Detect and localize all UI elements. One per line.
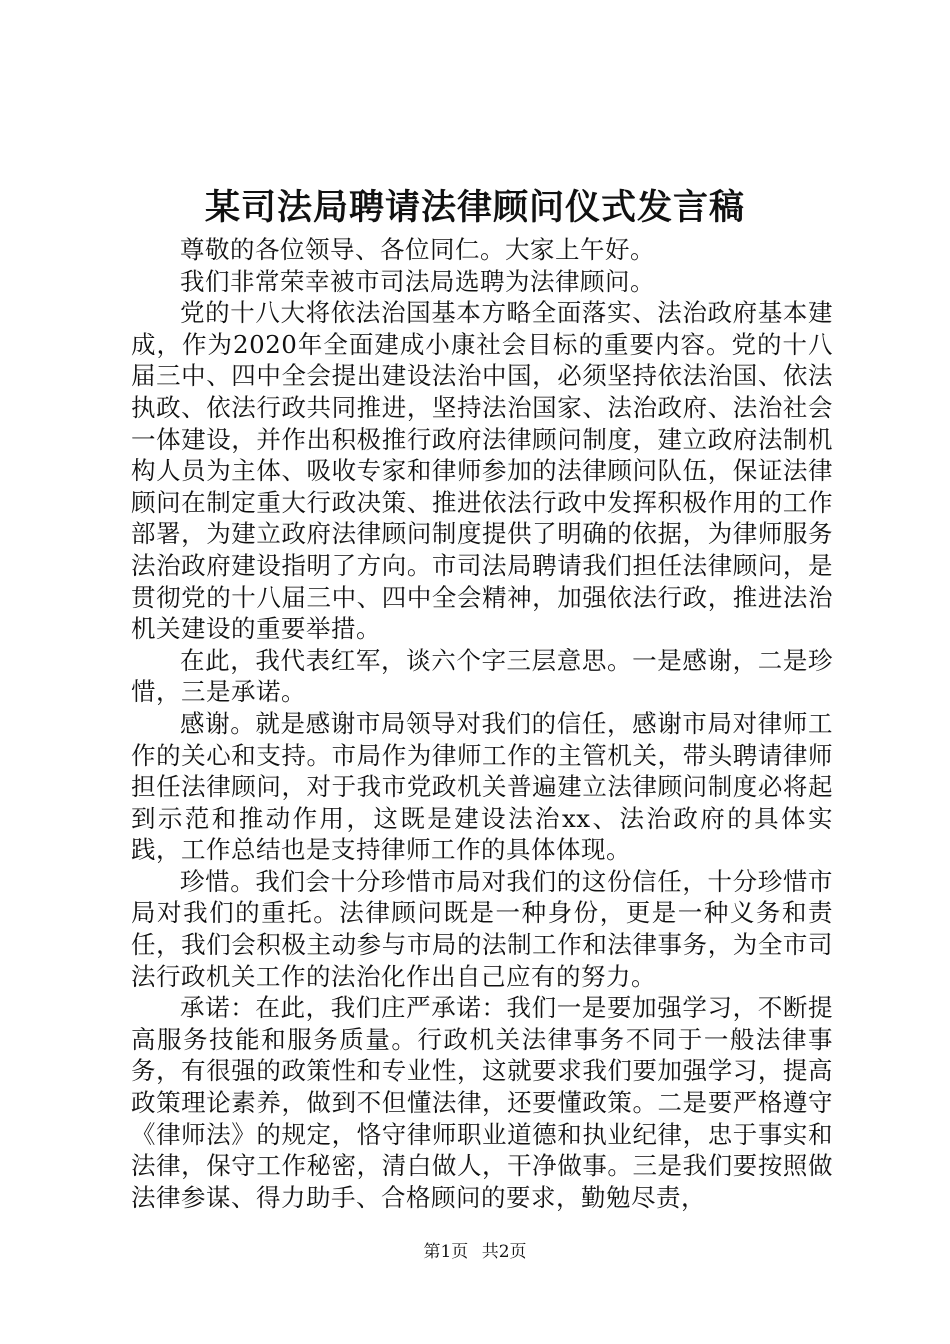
page-total: 共2页 bbox=[481, 1242, 527, 1262]
document-body bbox=[131, 234, 833, 1213]
paragraph-thanks: 感谢。就是感谢市局领导对我们的信任，感谢市局对律师工作的关心和支持。市局作为律师工作的主管机关，带头聘请律师担任法律顾问，对于我市党政机关普遍建立法律顾问制度必将起到示范和推动作用，这既是建设法治xx、法治政府的具体实践，工作总结也是支持律师工作的具体体现。 bbox=[131, 708, 833, 865]
paragraph-outline: 在此，我代表红军，谈六个字三层意思。一是感谢，二是珍惜，三是承诺。 bbox=[131, 645, 833, 707]
page-number: 第1页 bbox=[423, 1242, 469, 1262]
paragraph-promise: 承诺：在此，我们庄严承诺：我们一是要加强学习，不断提高服务技能和服务质量。行政机关法律事务不同于一般法律事务，有很强的政策性和专业性，这就要求我们要加强学习，提高政策理论素养，做到不但懂法律，还要懂政策。二是要严格遵守《律师法》的规定，恪守律师职业道德和执业纪律，忠于事实和法律，保守工作秘密，清白做人，干净做事。三是我们要按照做法律参谋、得力助手、合格顾问的要求，勤勉尽责， bbox=[131, 993, 833, 1212]
paragraph-greeting: 尊敬的各位领导、各位同仁。大家上午好。 bbox=[180, 235, 655, 264]
document-title: 某司法局聘请法律顾问仪式发言稿 bbox=[204, 187, 745, 228]
page-footer bbox=[0, 1240, 950, 1264]
paragraph-background: 党的十八大将依法治国基本方略全面落实、法治政府基本建成，作为2020年全面建成小康社会目标的重要内容。党的十八届三中、四中全会提出建设法治中国，必须坚持依法治国、依法执政、依法行政共同推进，坚持法治国家、法治政府、法治社会一体建设，并作出积极推行政府法律顾问制度，建立政府法制机构人员为主体、吸收专家和律师参加的法律顾问队伍，保证法律顾问在制定重大行政决策、推进依法行政中发挥积极作用的工作部署，为建立政府法律顾问制度提供了明确的依据，为律师服务法治政府建设指明了方向。市司法局聘请我们担任法律顾问，是贯彻党的十八届三中、四中全会精神，加强依法行政，推进法治机关建设的重要举措。 bbox=[131, 298, 833, 644]
paragraph-cherish: 珍惜。我们会十分珍惜市局对我们的这份信任，十分珍惜市局对我们的重托。法律顾问既是一种身份，更是一种义务和责任，我们会积极主动参与市局的法制工作和法律事务，为全市司法行政机关工作的法治化作出自己应有的努力。 bbox=[131, 866, 833, 991]
paragraph-intro: 我们非常荣幸被市司法局选聘为法律顾问。 bbox=[180, 266, 655, 296]
